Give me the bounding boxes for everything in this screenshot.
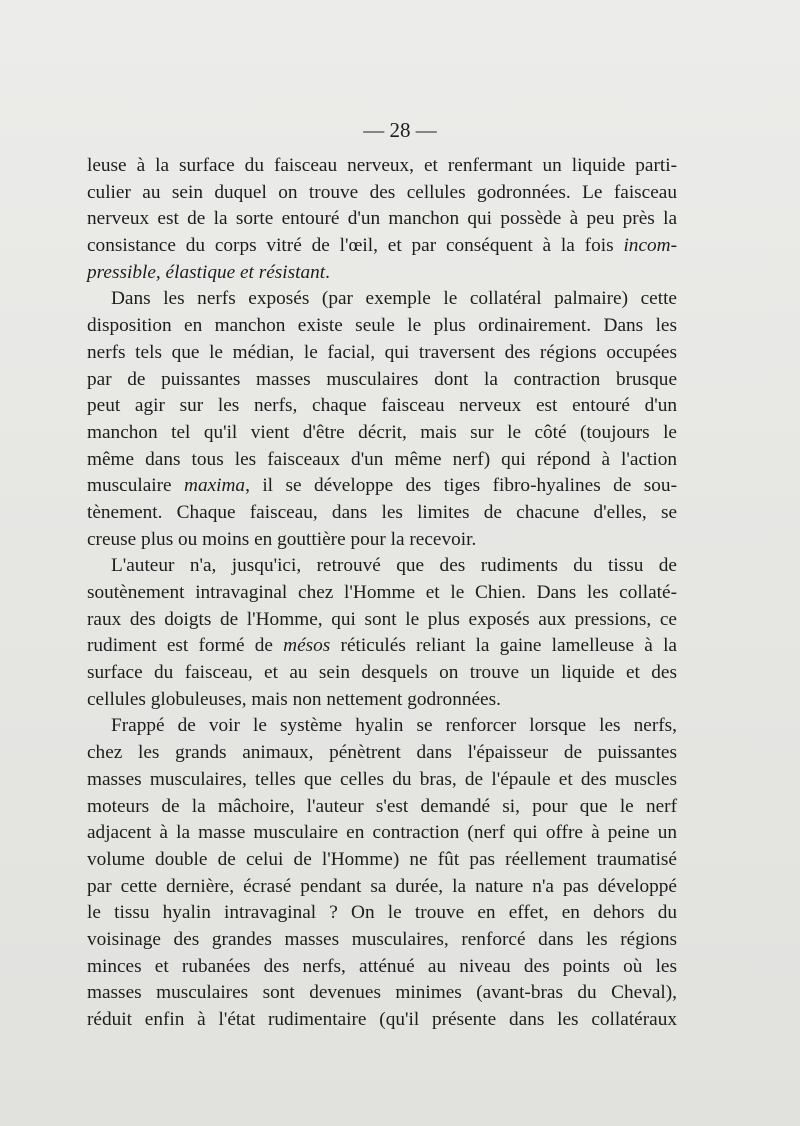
text-run: consistance du corps vitré de l'œil, et par conséquent à la fois [87,235,624,257]
text-line: nerveux est de la sorte entouré d'un manchon qui possède à peu près la [87,208,677,230]
text-line: Dans les nerfs exposés (par exemple le collatéral palmaire) cette [111,288,677,310]
text-run: , il se développe des tiges fibro-hyalines de sou- [245,475,677,497]
text-line: minces et rubanées des nerfs, atténué au niveau des points où les [87,955,677,977]
text-line: par de puissantes masses musculaires dont la contraction brusque [87,368,677,390]
text-run: rudiment est formé de [87,635,284,657]
text-line [87,233,677,260]
text-run: réticulés reliant la gaine lamelleuse à la [330,635,677,657]
text-line: peut agir sur les nerfs, chaque faisceau nerveux est entouré d'un [87,395,677,417]
text-line: disposition en manchon existe seule le plus ordinairement. Dans les [87,315,677,337]
text-line: par cette dernière, écrasé pendant sa durée, la nature n'a pas développé [87,875,677,897]
text-line: adjacent à la masse musculaire en contraction (nerf qui offre à peine un [87,822,677,844]
italic-text: incom- [623,235,677,257]
text-line: raux des doigts de l'Homme, qui sont le plus exposés aux pressions, ce [87,608,677,630]
paragraph [87,713,677,1033]
text-line: soutènement intravaginal chez l'Homme et le Chien. Dans les collaté- [87,582,677,603]
body-text [87,153,677,1034]
text-line: le tissu hyalin intravaginal ? On le trouve en effet, en dehors du [87,902,677,924]
text-line: cellules globuleuses, mais non nettement godronnées. [87,688,501,710]
text-line: même dans tous les faisceaux d'un même nerf) qui répond à l'action [87,448,677,470]
text-line: masses musculaires sont devenues minimes (avant-bras du Cheval), [87,982,677,1004]
italic-text: maxima [184,475,246,497]
text-line: surface du faisceau, et au sein desquels on trouve un liquide et des [87,662,677,684]
text-line [87,473,677,500]
text-line: manchon tel qu'il vient d'être décrit, mais sur le côté (toujours le [87,421,677,443]
text-line: nerfs tels que le médian, le facial, qui traversent des régions occupées [87,341,677,363]
text-line: L'auteur n'a, jusqu'ici, retrouvé que des rudiments du tissu de [111,555,677,577]
page-number: — 28 — [363,118,437,142]
paragraph [87,553,677,713]
text-line: culier au sein duquel on trouve des cellules godronnées. Le faisceau [87,181,677,203]
text-line: creuse plus ou moins en gouttière pour la recevoir. [87,528,477,550]
text-run: musculaire [87,475,185,497]
text-line [87,633,677,660]
text-line: réduit enfin à l'état rudimentaire (qu'il présente dans les collatéraux [87,1009,677,1030]
paragraph [87,153,677,286]
text-line: volume double de celui de l'Homme) ne fût pas réellement traumatisé [87,848,677,870]
italic-text: mésos [283,635,331,657]
text-line: leuse à la surface du faisceau nerveux, et renfermant un liquide parti- [87,155,677,176]
text-line: tènement. Chaque faisceau, dans les limites de chacune d'elles, se [87,501,677,523]
text-line: chez les grands animaux, pénètrent dans l'épaisseur de puissantes [87,742,677,764]
text-line: voisinage des grandes masses musculaires, renforcé dans les régions [87,928,677,950]
text-line [87,260,677,287]
text-run: . [325,261,330,283]
text-line: moteurs de la mâchoire, l'auteur s'est demandé si, pour que le nerf [87,795,677,817]
text-line: Frappé de voir le système hyalin se renforcer lorsque les nerfs, [111,715,677,737]
italic-text: pressible, élastique et résistant [87,261,326,283]
text-line: masses musculaires, telles que celles du bras, de l'épaule et des muscles [87,768,677,790]
paragraph [87,286,677,553]
